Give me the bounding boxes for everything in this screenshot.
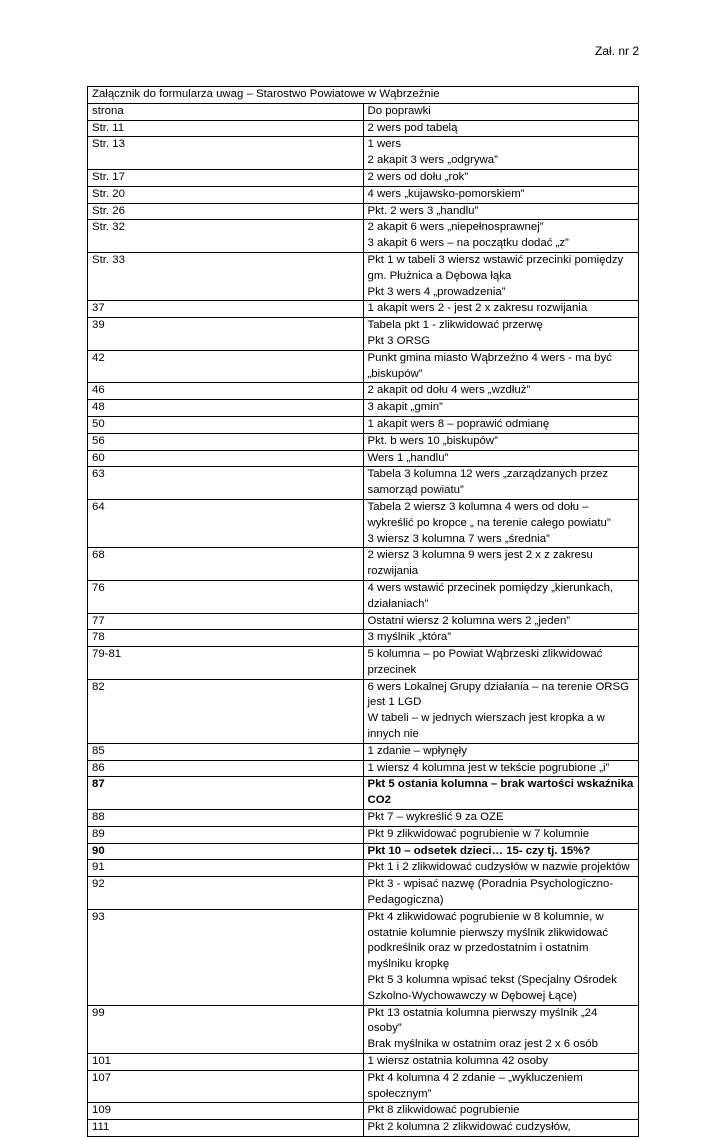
page-number-cell: 56 [88,433,364,450]
page-number-cell: 60 [88,450,364,467]
correction-cell: 2 akapit 6 wers „niepełnosprawnej” 3 akapit 6 wers – na początku dodać „z” [363,220,639,253]
correction-cell: Pkt. 2 wers 3 „handlu” [363,203,639,220]
correction-cell: 6 wers Lokalnej Grupy działania – na terenie ORSG jest 1 LGD W tabeli – w jednych wierszach jest kropka a w innych nie [363,679,639,743]
page-number-cell: 88 [88,810,364,827]
page-number-cell: 42 [88,350,364,383]
correction-cell: Pkt 1 w tabeli 3 wiersz wstawić przecinki pomiędzy gm. Płużnica a Dębowa łąka Pkt 3 wers 4 „prowadzenia” [363,252,639,300]
table-row [88,203,639,220]
page-number-cell: 89 [88,826,364,843]
correction-cell: 4 wers wstawić przecinek pomiędzy „kierunkach, działaniach” [363,580,639,613]
table-row [88,826,639,843]
page-number-cell: 77 [88,613,364,630]
table-row [88,613,639,630]
table-row [88,843,639,860]
correction-cell: Pkt 10 – odsetek dzieci… 15- czy tj. 15%? [363,843,639,860]
table-row [88,220,639,253]
page-number-cell: 64 [88,499,364,547]
column-header-page: strona [88,103,364,120]
page-number-cell: 46 [88,383,364,400]
page-number-cell: 107 [88,1070,364,1103]
table-row [88,499,639,547]
page-number-cell: Str. 20 [88,186,364,203]
page-number-cell: Str. 13 [88,137,364,170]
correction-cell: Tabela pkt 1 - zlikwidować przerwę Pkt 3 ORSG [363,318,639,351]
page-number-cell: 82 [88,679,364,743]
table-row [88,647,639,680]
correction-cell: Pkt 2 kolumna 2 zlikwidować cudzysłów, [363,1120,639,1137]
correction-cell: 2 wers od dołu „rok” [363,169,639,186]
table-row [88,679,639,743]
correction-cell: Pkt 13 ostatnia kolumna pierwszy myślnik „24 osoby” Brak myślnika w ostatnim oraz jest 2 x 6 osób [363,1005,639,1053]
page-number-cell: 101 [88,1054,364,1071]
correction-cell: 1 zdanie – wpłynęły [363,743,639,760]
correction-cell: Pkt. b wers 10 „biskupów” [363,433,639,450]
correction-cell: 3 myślnik „która” [363,630,639,647]
table-row [88,301,639,318]
correction-cell: 4 wers „kujawsko-pomorskiem” [363,186,639,203]
page-number-cell: 78 [88,630,364,647]
correction-cell: Ostatni wiersz 2 kolumna wers 2 „jeden” [363,613,639,630]
table-row [88,1054,639,1071]
correction-cell: Tabela 2 wiersz 3 kolumna 4 wers od dołu – wykreślić po kropce „ na terenie całego powiatu” 3 wiersz 3 kolumna 7 wers „średnia” [363,499,639,547]
table-row [88,777,639,810]
corrections-table-body [88,87,639,1137]
correction-cell: 2 wiersz 3 kolumna 9 wers jest 2 x z zakresu rozwijania [363,548,639,581]
table-row [88,350,639,383]
correction-cell: Pkt 1 i 2 zlikwidować cudzysłów w nazwie projektów [363,860,639,877]
page-number-cell: Str. 32 [88,220,364,253]
table-row [88,1103,639,1120]
table-row [88,877,639,910]
correction-cell: Punkt gmina miasto Wąbrzeźno 4 wers - ma być „biskupów” [363,350,639,383]
page-number-cell: 39 [88,318,364,351]
page-number-cell: Str. 17 [88,169,364,186]
table-row [88,548,639,581]
page-number-cell: 109 [88,1103,364,1120]
table-row [88,318,639,351]
attachment-number-label: Zał. nr 2 [594,44,639,58]
correction-cell: Pkt 4 zlikwidować pogrubienie w 8 kolumnie, w ostatnie kolumnie pierwszy myślnik zlikwidować podkreślnik oraz w przedostatnim i ostatnim myślniku kropkę Pkt 5 3 kolumna wpisać tekst (Specjalny Ośrodek Szkolno-Wychowawczy w Dębowej Łące) [363,909,639,1005]
table-row [88,450,639,467]
page-number-cell: 86 [88,760,364,777]
table-row [88,137,639,170]
table-row [88,383,639,400]
table-row [88,416,639,433]
correction-cell: 1 wiersz ostatnia kolumna 42 osoby [363,1054,639,1071]
table-row [88,252,639,300]
table-row [88,630,639,647]
table-title: Załącznik do formularza uwag – Starostwo Powiatowe w Wąbrzeźnie [88,87,639,104]
table-header-row [88,103,639,120]
table-row [88,580,639,613]
column-header-corrections: Do poprawki [363,103,639,120]
page-number-cell: 63 [88,467,364,500]
page-number-cell: 111 [88,1120,364,1137]
page-number-cell: 50 [88,416,364,433]
table-row [88,860,639,877]
table-title-row [88,87,639,104]
correction-cell: 5 kolumna – po Powiat Wąbrzeski zlikwidować przecinek [363,647,639,680]
correction-cell: Pkt 7 – wykreślić 9 za OZE [363,810,639,827]
correction-cell: 1 akapit wers 2 - jest 2 x zakresu rozwijania [363,301,639,318]
correction-cell: 2 wers pod tabelą [363,120,639,137]
page-number-cell: 79-81 [88,647,364,680]
correction-cell: Pkt 4 kolumna 4 2 zdanie – „wykluczeniem społecznym” [363,1070,639,1103]
correction-cell: 1 akapit wers 8 – poprawić odmianę [363,416,639,433]
page-number-cell: 37 [88,301,364,318]
table-row [88,400,639,417]
page-number-cell: 93 [88,909,364,1005]
page-number-cell: 87 [88,777,364,810]
page-number-cell: 90 [88,843,364,860]
correction-cell: 3 akapit „gmin” [363,400,639,417]
table-row [88,1070,639,1103]
table-row [88,186,639,203]
corrections-table [87,86,639,1137]
correction-cell: 2 akapit od dołu 4 wers „wzdłuż” [363,383,639,400]
table-row [88,1005,639,1053]
page-number-cell: 85 [88,743,364,760]
table-row [88,120,639,137]
page-number-cell: 92 [88,877,364,910]
table-row [88,743,639,760]
page-number-cell: 68 [88,548,364,581]
correction-cell: 1 wers 2 akapit 3 wers „odgrywa” [363,137,639,170]
page-number-cell: Str. 33 [88,252,364,300]
page-number-cell: Str. 11 [88,120,364,137]
correction-cell: Pkt 8 zlikwidować pogrubienie [363,1103,639,1120]
page-number-cell: 91 [88,860,364,877]
correction-cell: Pkt 5 ostania kolumna – brak wartości wskaźnika CO2 [363,777,639,810]
correction-cell: Wers 1 „handlu” [363,450,639,467]
correction-cell: Tabela 3 kolumna 12 wers „zarządzanych przez samorząd powiatu” [363,467,639,500]
table-row [88,760,639,777]
page-number-cell: 76 [88,580,364,613]
table-row [88,810,639,827]
page-number-cell: 99 [88,1005,364,1053]
table-row [88,909,639,1005]
table-row [88,169,639,186]
page-number-cell: 48 [88,400,364,417]
correction-cell: Pkt 3 - wpisać nazwę (Poradnia Psychologiczno-Pedagogiczna) [363,877,639,910]
table-row [88,467,639,500]
table-row [88,433,639,450]
table-row [88,1120,639,1137]
correction-cell: 1 wiersz 4 kolumna jest w tekście pogrubione „i” [363,760,639,777]
correction-cell: Pkt 9 zlikwidować pogrubienie w 7 kolumnie [363,826,639,843]
page-number-cell: Str. 26 [88,203,364,220]
